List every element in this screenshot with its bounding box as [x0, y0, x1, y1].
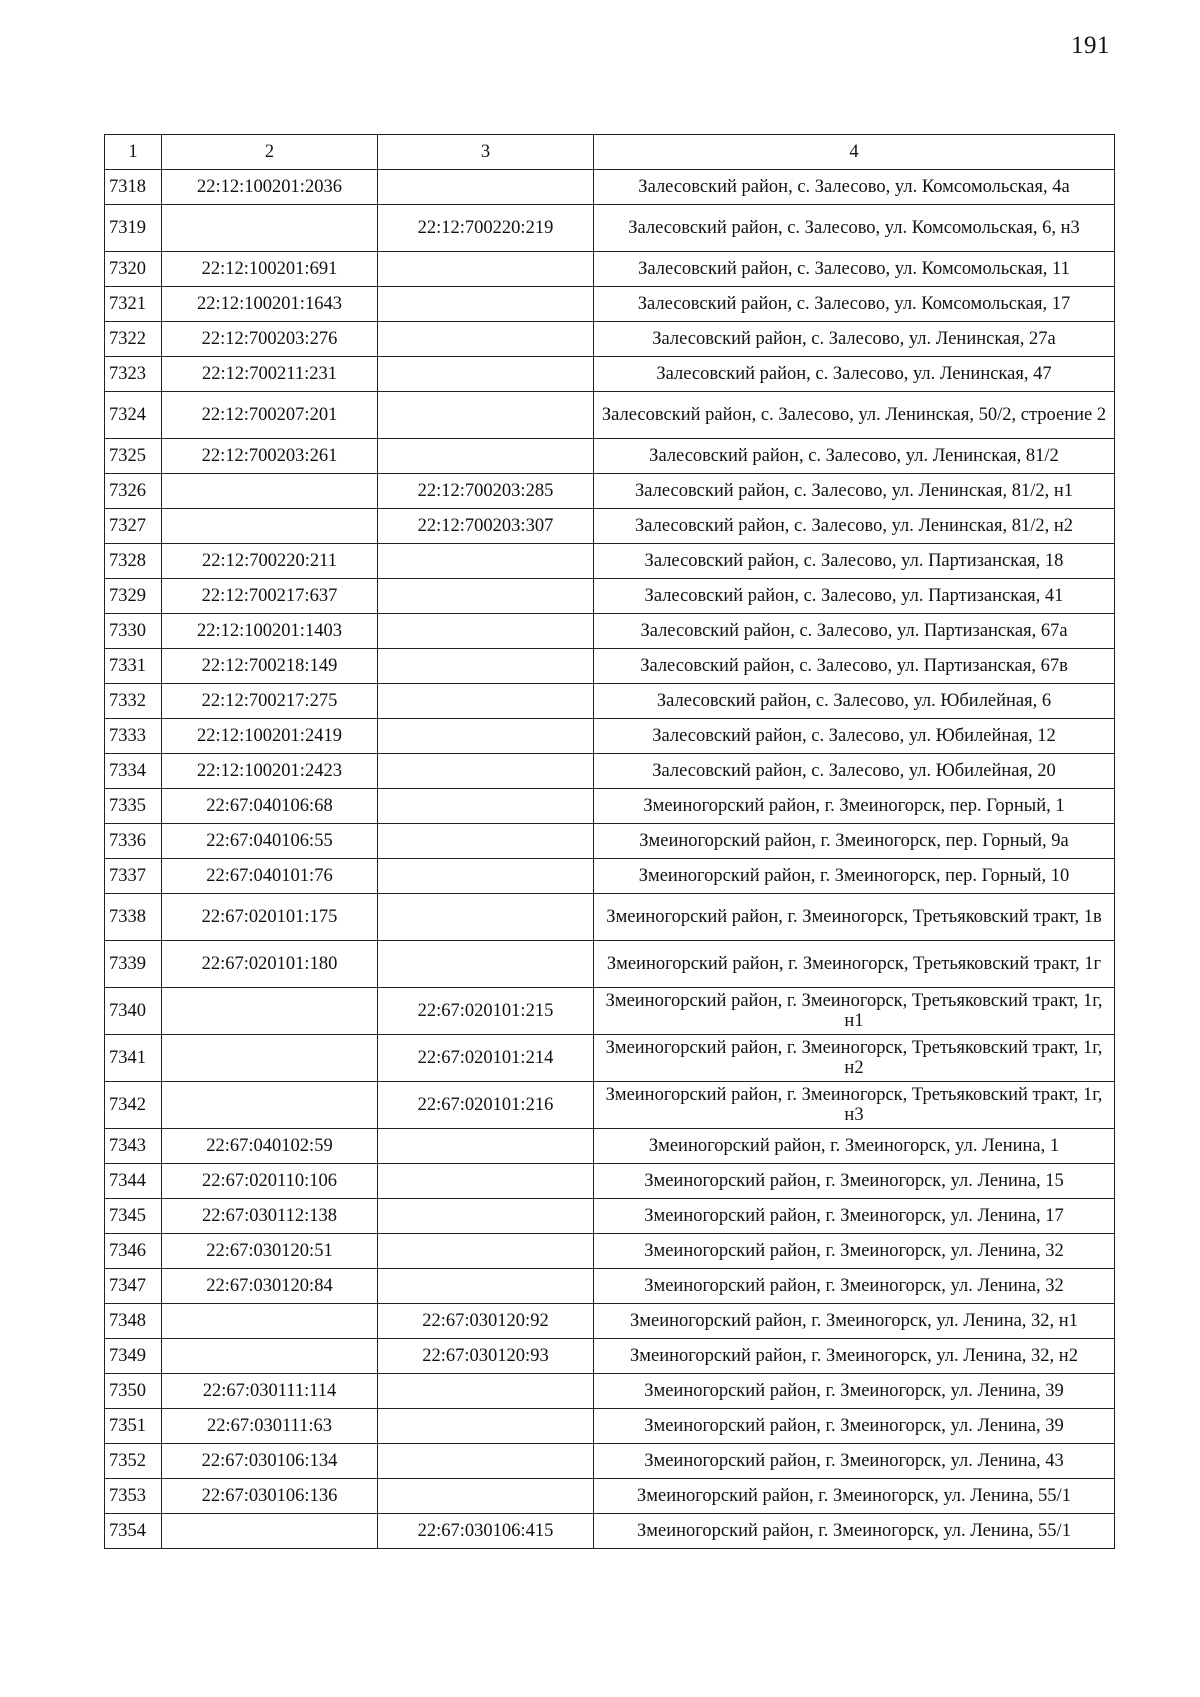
- table-row: [105, 719, 1115, 754]
- address-cell: Змеиногорский район, г. Змеиногорск, пер. Горный, 1: [594, 789, 1115, 824]
- header-col-2: 2: [162, 135, 378, 170]
- address-cell: Залесовский район, с. Залесово, ул. Ленинская, 47: [594, 357, 1115, 392]
- cadastral-number-cell-2: [378, 941, 594, 988]
- row-number-cell: 7328: [105, 544, 162, 579]
- row-number-cell: 7323: [105, 357, 162, 392]
- cadastral-number-cell-2: [378, 252, 594, 287]
- table-header: [105, 135, 1115, 170]
- row-number-cell: 7326: [105, 474, 162, 509]
- cadastral-number-cell-2: [378, 1374, 594, 1409]
- table-row: [105, 252, 1115, 287]
- address-cell: Залесовский район, с. Залесово, ул. Комсомольская, 17: [594, 287, 1115, 322]
- address-cell: Змеиногорский район, г. Змеиногорск, ул. Ленина, 32, н2: [594, 1339, 1115, 1374]
- row-number-cell: 7321: [105, 287, 162, 322]
- address-cell: Залесовский район, с. Залесово, ул. Партизанская, 67в: [594, 649, 1115, 684]
- address-cell: Змеиногорский район, г. Змеиногорск, Третьяковский тракт, 1г, н3: [594, 1082, 1115, 1129]
- cadastral-number-cell-2: [378, 789, 594, 824]
- row-number-cell: 7343: [105, 1129, 162, 1164]
- table-row: [105, 544, 1115, 579]
- address-cell: Змеиногорский район, г. Змеиногорск, ул. Ленина, 1: [594, 1129, 1115, 1164]
- cadastral-number-cell-2: [378, 1269, 594, 1304]
- cadastral-number-cell: 22:12:100201:2036: [162, 170, 378, 205]
- cadastral-number-cell-2: [378, 1444, 594, 1479]
- cadastral-number-cell: 22:67:030106:136: [162, 1479, 378, 1514]
- cadastral-number-cell: [162, 988, 378, 1035]
- address-cell: Змеиногорский район, г. Змеиногорск, ул. Ленина, 39: [594, 1374, 1115, 1409]
- row-number-cell: 7351: [105, 1409, 162, 1444]
- address-cell: Змеиногорский район, г. Змеиногорск, пер. Горный, 9а: [594, 824, 1115, 859]
- cadastral-number-cell: 22:12:700218:149: [162, 649, 378, 684]
- cadastral-number-cell: 22:67:030120:51: [162, 1234, 378, 1269]
- cadastral-number-cell: 22:67:040102:59: [162, 1129, 378, 1164]
- header-col-4: 4: [594, 135, 1115, 170]
- table-row: [105, 509, 1115, 544]
- address-cell: Залесовский район, с. Залесово, ул. Юбилейная, 12: [594, 719, 1115, 754]
- cadastral-number-cell: 22:67:030106:134: [162, 1444, 378, 1479]
- table-row: [105, 1409, 1115, 1444]
- table-row: [105, 1269, 1115, 1304]
- address-cell: Залесовский район, с. Залесово, ул. Юбилейная, 6: [594, 684, 1115, 719]
- row-number-cell: 7325: [105, 439, 162, 474]
- address-cell: Змеиногорский район, г. Змеиногорск, ул. Ленина, 32: [594, 1269, 1115, 1304]
- cadastral-number-cell-2: [378, 754, 594, 789]
- cadastral-number-cell: 22:67:020110:106: [162, 1164, 378, 1199]
- cadastral-number-cell: 22:67:040101:76: [162, 859, 378, 894]
- address-cell: Залесовский район, с. Залесово, ул. Комсомольская, 11: [594, 252, 1115, 287]
- table-row: [105, 894, 1115, 941]
- address-cell: Залесовский район, с. Залесово, ул. Комсомольская, 6, н3: [594, 205, 1115, 252]
- row-number-cell: 7337: [105, 859, 162, 894]
- row-number-cell: 7340: [105, 988, 162, 1035]
- table-row: [105, 1339, 1115, 1374]
- cadastral-number-cell: 22:12:700203:276: [162, 322, 378, 357]
- address-cell: Залесовский район, с. Залесово, ул. Ленинская, 81/2, н2: [594, 509, 1115, 544]
- row-number-cell: 7341: [105, 1035, 162, 1082]
- cadastral-number-cell-2: [378, 1129, 594, 1164]
- address-cell: Залесовский район, с. Залесово, ул. Юбилейная, 20: [594, 754, 1115, 789]
- cadastral-number-cell: 22:67:020101:180: [162, 941, 378, 988]
- table-row: [105, 988, 1115, 1035]
- address-cell: Змеиногорский район, г. Змеиногорск, ул. Ленина, 17: [594, 1199, 1115, 1234]
- header-row: [105, 135, 1115, 170]
- row-number-cell: 7332: [105, 684, 162, 719]
- table-row: [105, 1234, 1115, 1269]
- address-cell: Залесовский район, с. Залесово, ул. Партизанская, 18: [594, 544, 1115, 579]
- table-row: [105, 1514, 1115, 1549]
- cadastral-number-cell-2: [378, 322, 594, 357]
- cadastral-number-cell: 22:12:700217:275: [162, 684, 378, 719]
- cadastral-number-cell-2: 22:12:700203:285: [378, 474, 594, 509]
- cadastral-number-cell-2: 22:67:030120:93: [378, 1339, 594, 1374]
- cadastral-number-cell: [162, 1035, 378, 1082]
- address-cell: Змеиногорский район, г. Змеиногорск, Третьяковский тракт, 1г: [594, 941, 1115, 988]
- cadastral-number-cell: 22:12:100201:691: [162, 252, 378, 287]
- row-number-cell: 7350: [105, 1374, 162, 1409]
- cadastral-number-cell-2: [378, 894, 594, 941]
- cadastral-number-cell: [162, 474, 378, 509]
- cadastral-number-cell-2: 22:67:030120:92: [378, 1304, 594, 1339]
- cadastral-number-cell: 22:12:100201:1643: [162, 287, 378, 322]
- address-cell: Змеиногорский район, г. Змеиногорск, пер. Горный, 10: [594, 859, 1115, 894]
- address-cell: Залесовский район, с. Залесово, ул. Ленинская, 50/2, строение 2: [594, 392, 1115, 439]
- cadastral-number-cell-2: 22:67:020101:214: [378, 1035, 594, 1082]
- cadastral-number-cell-2: [378, 439, 594, 474]
- address-cell: Змеиногорский район, г. Змеиногорск, ул. Ленина, 43: [594, 1444, 1115, 1479]
- cadastral-number-cell-2: [378, 392, 594, 439]
- cadastral-number-cell-2: [378, 684, 594, 719]
- cadastral-number-cell: 22:12:700211:231: [162, 357, 378, 392]
- row-number-cell: 7333: [105, 719, 162, 754]
- table-row: [105, 474, 1115, 509]
- table-row: [105, 579, 1115, 614]
- cadastral-number-cell-2: [378, 614, 594, 649]
- table-row: [105, 205, 1115, 252]
- row-number-cell: 7330: [105, 614, 162, 649]
- cadastral-number-cell-2: [378, 649, 594, 684]
- table-row: [105, 649, 1115, 684]
- cadastral-number-cell-2: 22:12:700203:307: [378, 509, 594, 544]
- header-col-1: 1: [105, 135, 162, 170]
- address-cell: Змеиногорский район, г. Змеиногорск, Третьяковский тракт, 1в: [594, 894, 1115, 941]
- cadastral-number-cell: [162, 205, 378, 252]
- address-cell: Змеиногорский район, г. Змеиногорск, ул. Ленина, 55/1: [594, 1479, 1115, 1514]
- cadastral-number-cell: [162, 1082, 378, 1129]
- address-cell: Залесовский район, с. Залесово, ул. Партизанская, 67а: [594, 614, 1115, 649]
- cadastral-number-cell: 22:12:700217:637: [162, 579, 378, 614]
- table-row: [105, 287, 1115, 322]
- table-row: [105, 824, 1115, 859]
- cadastral-number-cell: 22:12:100201:2419: [162, 719, 378, 754]
- address-cell: Змеиногорский район, г. Змеиногорск, Третьяковский тракт, 1г, н2: [594, 1035, 1115, 1082]
- cadastral-number-cell: 22:67:020101:175: [162, 894, 378, 941]
- table-row: [105, 1082, 1115, 1129]
- row-number-cell: 7338: [105, 894, 162, 941]
- table-row: [105, 684, 1115, 719]
- row-number-cell: 7345: [105, 1199, 162, 1234]
- cadastral-number-cell: [162, 1339, 378, 1374]
- table-row: [105, 614, 1115, 649]
- row-number-cell: 7349: [105, 1339, 162, 1374]
- table-row: [105, 859, 1115, 894]
- address-cell: Змеиногорский район, г. Змеиногорск, Третьяковский тракт, 1г, н1: [594, 988, 1115, 1035]
- cadastral-number-cell-2: 22:67:020101:216: [378, 1082, 594, 1129]
- cadastral-number-cell-2: [378, 544, 594, 579]
- row-number-cell: 7322: [105, 322, 162, 357]
- cadastral-number-cell: 22:12:700220:211: [162, 544, 378, 579]
- row-number-cell: 7348: [105, 1304, 162, 1339]
- cadastral-number-cell: 22:12:100201:2423: [162, 754, 378, 789]
- table-row: [105, 941, 1115, 988]
- row-number-cell: 7327: [105, 509, 162, 544]
- row-number-cell: 7354: [105, 1514, 162, 1549]
- cadastral-number-cell-2: [378, 287, 594, 322]
- table-row: [105, 789, 1115, 824]
- cadastral-number-cell-2: 22:12:700220:219: [378, 205, 594, 252]
- table-row: [105, 1129, 1115, 1164]
- address-cell: Залесовский район, с. Залесово, ул. Партизанская, 41: [594, 579, 1115, 614]
- cadastral-number-cell: [162, 509, 378, 544]
- table-row: [105, 357, 1115, 392]
- table-row: [105, 322, 1115, 357]
- page-number: 191: [1071, 32, 1110, 59]
- table-row: [105, 1479, 1115, 1514]
- cadastral-number-cell-2: [378, 170, 594, 205]
- address-cell: Залесовский район, с. Залесово, ул. Ленинская, 81/2: [594, 439, 1115, 474]
- address-cell: Змеиногорский район, г. Змеиногорск, ул. Ленина, 55/1: [594, 1514, 1115, 1549]
- cadastral-number-cell-2: [378, 1479, 594, 1514]
- cadastral-number-cell-2: [378, 579, 594, 614]
- cadastral-number-cell-2: [378, 1234, 594, 1269]
- row-number-cell: 7334: [105, 754, 162, 789]
- row-number-cell: 7347: [105, 1269, 162, 1304]
- table-body: [105, 170, 1115, 1549]
- cadastral-number-cell: 22:67:030111:114: [162, 1374, 378, 1409]
- row-number-cell: 7329: [105, 579, 162, 614]
- cadastral-number-cell-2: 22:67:030106:415: [378, 1514, 594, 1549]
- row-number-cell: 7318: [105, 170, 162, 205]
- address-cell: Змеиногорский район, г. Змеиногорск, ул. Ленина, 39: [594, 1409, 1115, 1444]
- address-cell: Залесовский район, с. Залесово, ул. Ленинская, 27а: [594, 322, 1115, 357]
- row-number-cell: 7342: [105, 1082, 162, 1129]
- table-row: [105, 1164, 1115, 1199]
- cadastral-number-cell-2: 22:67:020101:215: [378, 988, 594, 1035]
- row-number-cell: 7339: [105, 941, 162, 988]
- address-cell: Змеиногорский район, г. Змеиногорск, ул. Ленина, 32, н1: [594, 1304, 1115, 1339]
- table-row: [105, 439, 1115, 474]
- cadastral-number-cell: 22:67:030111:63: [162, 1409, 378, 1444]
- cadastral-number-cell-2: [378, 1164, 594, 1199]
- cadastral-number-cell: 22:67:030112:138: [162, 1199, 378, 1234]
- row-number-cell: 7353: [105, 1479, 162, 1514]
- row-number-cell: 7346: [105, 1234, 162, 1269]
- cadastral-number-cell: 22:67:030120:84: [162, 1269, 378, 1304]
- row-number-cell: 7336: [105, 824, 162, 859]
- address-cell: Змеиногорский район, г. Змеиногорск, ул. Ленина, 15: [594, 1164, 1115, 1199]
- address-cell: Залесовский район, с. Залесово, ул. Комсомольская, 4а: [594, 170, 1115, 205]
- table-row: [105, 392, 1115, 439]
- cadastral-number-cell-2: [378, 1409, 594, 1444]
- row-number-cell: 7320: [105, 252, 162, 287]
- row-number-cell: 7335: [105, 789, 162, 824]
- property-registry-table: [104, 134, 1115, 1549]
- cadastral-number-cell: 22:12:700207:201: [162, 392, 378, 439]
- cadastral-number-cell: 22:12:700203:261: [162, 439, 378, 474]
- cadastral-number-cell: [162, 1514, 378, 1549]
- table-row: [105, 1374, 1115, 1409]
- address-cell: Залесовский район, с. Залесово, ул. Ленинская, 81/2, н1: [594, 474, 1115, 509]
- cadastral-number-cell: 22:67:040106:55: [162, 824, 378, 859]
- cadastral-number-cell-2: [378, 824, 594, 859]
- cadastral-number-cell-2: [378, 357, 594, 392]
- table-row: [105, 754, 1115, 789]
- address-cell: Змеиногорский район, г. Змеиногорск, ул. Ленина, 32: [594, 1234, 1115, 1269]
- cadastral-number-cell: [162, 1304, 378, 1339]
- cadastral-number-cell-2: [378, 859, 594, 894]
- cadastral-number-cell-2: [378, 1199, 594, 1234]
- table-row: [105, 1199, 1115, 1234]
- header-col-3: 3: [378, 135, 594, 170]
- cadastral-number-cell-2: [378, 719, 594, 754]
- cadastral-number-cell: 22:67:040106:68: [162, 789, 378, 824]
- table-row: [105, 170, 1115, 205]
- cadastral-number-cell: 22:12:100201:1403: [162, 614, 378, 649]
- row-number-cell: 7344: [105, 1164, 162, 1199]
- table-row: [105, 1304, 1115, 1339]
- table-row: [105, 1035, 1115, 1082]
- table-row: [105, 1444, 1115, 1479]
- row-number-cell: 7319: [105, 205, 162, 252]
- row-number-cell: 7352: [105, 1444, 162, 1479]
- row-number-cell: 7324: [105, 392, 162, 439]
- row-number-cell: 7331: [105, 649, 162, 684]
